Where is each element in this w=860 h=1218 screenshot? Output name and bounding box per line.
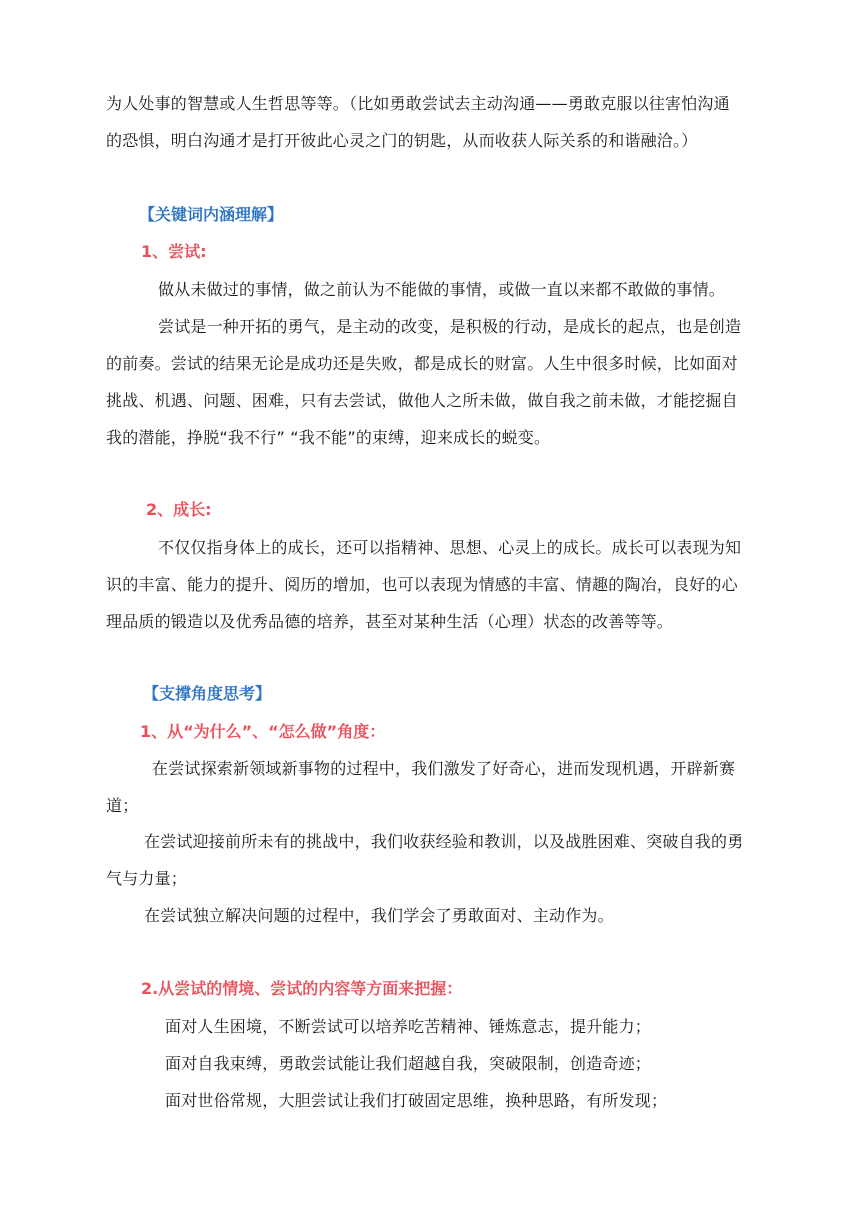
keyword-2-para-line-1: 不仅仅指身体上的成长，还可以指精神、思想、心灵上的成长。成长可以表现为知 (158, 538, 742, 557)
support-1-c-line-1: 在尝试独立解决问题的过程中，我们学会了勇敢面对、主动作为。 (144, 906, 614, 925)
support-2-c: 面对世俗常规，大胆尝试让我们打破固定思维，换种思路，有所发现； (165, 1091, 668, 1110)
intro-line-1: 为人处事的智慧或人生哲思等等。（比如勇敢尝试去主动沟通——勇敢克服以往害怕沟通 (106, 94, 730, 113)
support-1-title: 1、从“为什么”、“怎么做”角度： (140, 722, 386, 741)
support-2-a: 面对人生困境，不断尝试可以培养吃苦精神、锤炼意志，提升能力； (165, 1017, 652, 1036)
keyword-1-para-line-1: 尝试是一种开拓的勇气，是主动的改变，是积极的行动，是成长的起点，也是创造 (158, 317, 742, 336)
support-2-title: 2.从尝试的情境、尝试的内容等方面来把握： (141, 979, 463, 998)
intro-line-2: 的恐惧，明白沟通才是打开彼此心灵之门的钥匙，从而收获人际关系的和谐融洽。） (106, 131, 698, 150)
support-2-b: 面对自我束缚，勇敢尝试能让我们超越自我，突破限制，创造奇迹； (165, 1054, 652, 1073)
keyword-1-para-line-2: 的前奏。尝试的结果无论是成功还是失败，都是成长的财富。人生中很多时候，比如面对 (106, 354, 738, 373)
keyword-1-title: 1、尝试: (141, 242, 207, 261)
support-1-b-line-1: 在尝试迎接前所未有的挑战中，我们收获经验和教训，以及战胜困难、突破自我的勇 (144, 832, 744, 851)
keyword-1-para-line-4: 我的潜能，挣脱“我不行” “我不能”的束缚，迎来成长的蜕变。 (106, 428, 551, 447)
support-1-a-line-1: 在尝试探索新领域新事物的过程中，我们激发了好奇心，进而发现机遇，开辟新赛 (152, 759, 736, 778)
keywords-heading: 【关键词内涵理解】 (139, 205, 284, 224)
keyword-2-title: 2、成长: (146, 500, 212, 519)
keyword-1-definition: 做从未做过的事情，做之前认为不能做的事情，或做一直以来都不敢做的事情。 (158, 280, 726, 299)
support-1-a-line-2: 道； (106, 796, 139, 815)
support-heading: 【支撑角度思考】 (143, 684, 272, 703)
support-1-b-line-2: 气与力量； (106, 869, 188, 888)
keyword-2-para-line-2: 识的丰富、能力的提升、阅历的增加，也可以表现为情感的丰富、情趣的陶冶，良好的心 (106, 575, 738, 594)
keyword-2-para-line-3: 理品质的锻造以及优秀品德的培养，甚至对某种生活（心理）状态的改善等等。 (106, 612, 674, 631)
keyword-1-para-line-3: 挑战、机遇、问题、困难，只有去尝试，做他人之所未做，做自我之前未做，才能挖掘自 (106, 391, 738, 410)
